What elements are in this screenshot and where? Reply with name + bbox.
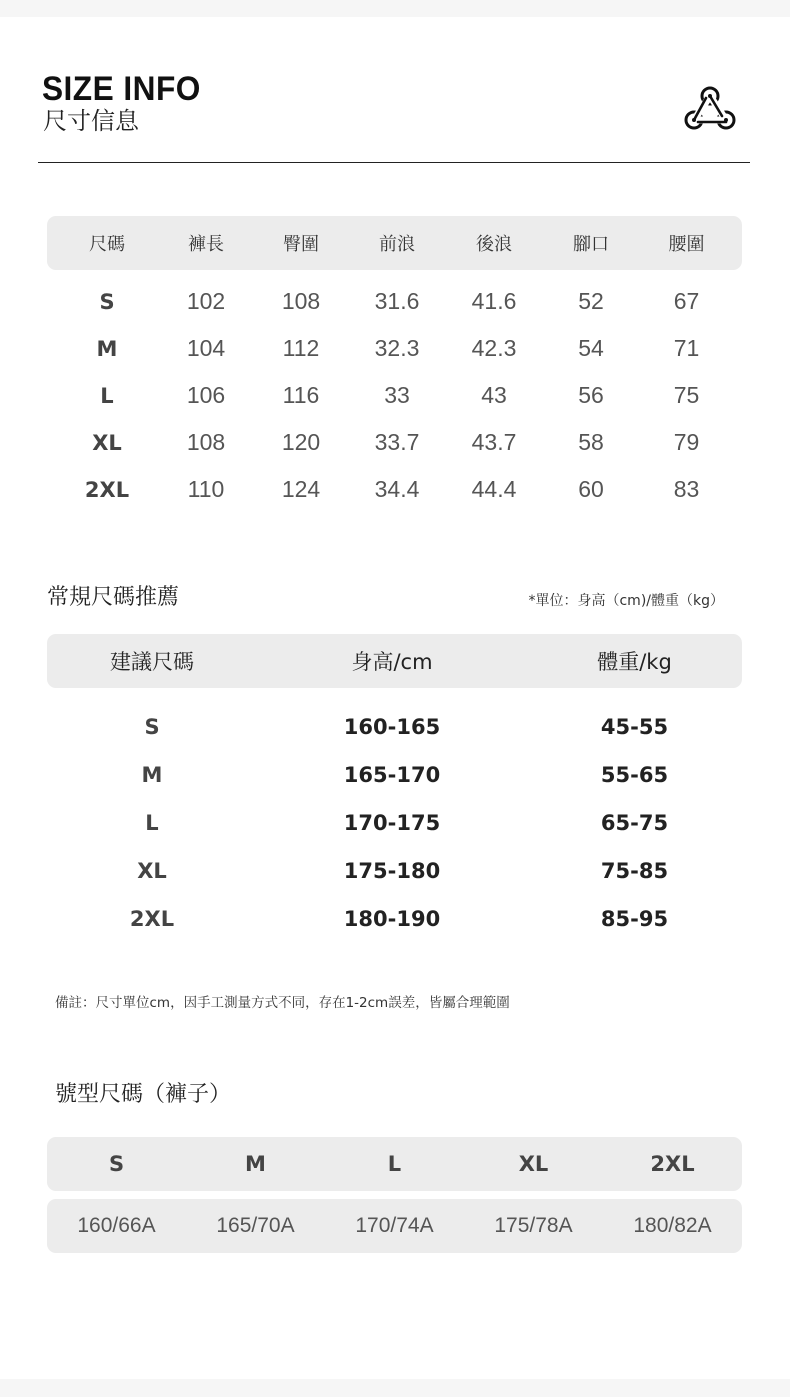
table-cell: 108 — [281, 288, 321, 314]
table-cell: 67 — [673, 288, 700, 314]
height-range: 160-165 — [343, 715, 441, 739]
table-cell: 58 — [578, 429, 604, 455]
column-header: 尺碼 — [89, 234, 125, 255]
table-cell: 112 — [282, 335, 320, 361]
size-label: S — [144, 715, 160, 739]
column-header: 體重/kg — [597, 650, 672, 674]
column-header: 後浪 — [476, 234, 512, 255]
recommendation-title: 常規尺碼推薦 — [47, 585, 180, 610]
height-range: 165-170 — [343, 763, 441, 787]
measurement-table-header — [47, 216, 742, 270]
table-cell: 110 — [187, 476, 225, 502]
size-code: 165/70A — [216, 1214, 295, 1237]
size-code-row — [47, 1199, 742, 1253]
weight-range: 55-65 — [600, 763, 669, 787]
size-label: S — [99, 289, 115, 314]
table-cell: 104 — [186, 335, 226, 361]
height-range: 175-180 — [343, 859, 441, 883]
height-range: 170-175 — [343, 811, 441, 835]
size-label: M — [96, 336, 118, 361]
page-subtitle: 尺寸信息 — [43, 107, 139, 135]
size-label: L — [100, 383, 114, 408]
weight-range: 85-95 — [600, 907, 669, 931]
size-label: XL — [92, 430, 122, 455]
column-header: 前浪 — [379, 234, 415, 255]
unit-note: *單位：身高（cm)/體重（kg） — [528, 593, 724, 609]
table-cell: 60 — [578, 476, 604, 502]
header-divider — [38, 162, 750, 163]
table-row — [47, 466, 742, 513]
table-row — [47, 847, 742, 895]
size-code: 180/82A — [633, 1214, 712, 1237]
table-row — [47, 372, 742, 419]
table-cell: 83 — [673, 476, 700, 502]
table-cell: 42.3 — [471, 335, 517, 361]
size-label: 2XL — [129, 907, 175, 931]
table-cell: 120 — [281, 429, 321, 455]
table-cell: 71 — [673, 335, 700, 361]
table-cell: 34.4 — [374, 476, 420, 502]
table-cell: 79 — [673, 429, 700, 455]
weight-range: 45-55 — [600, 715, 669, 739]
table-cell: 52 — [578, 288, 604, 314]
size-label: 2XL — [84, 477, 130, 502]
table-cell: 54 — [578, 335, 604, 361]
webhook-triangle-icon — [682, 84, 738, 134]
recommendation-table-header — [47, 634, 742, 688]
top-band — [0, 0, 790, 17]
height-range: 180-190 — [343, 907, 441, 931]
size-label: M — [141, 763, 163, 787]
size-code: 175/78A — [494, 1214, 573, 1237]
table-cell: 32.3 — [374, 335, 420, 361]
table-cell: 124 — [281, 476, 321, 502]
size-code: 170/74A — [355, 1214, 434, 1237]
size-code-header — [47, 1137, 742, 1191]
size-label: 2XL — [650, 1152, 695, 1176]
column-header: 臀圍 — [283, 234, 319, 255]
table-row — [47, 895, 742, 943]
table-cell: 116 — [282, 382, 320, 408]
table-cell: 102 — [186, 288, 226, 314]
table-row — [47, 325, 742, 372]
table-row — [47, 278, 742, 325]
table-cell: 41.6 — [471, 288, 517, 314]
table-cell: 33 — [384, 382, 410, 408]
size-label: S — [108, 1152, 125, 1176]
size-label: M — [245, 1152, 266, 1176]
table-cell: 43 — [481, 382, 507, 408]
table-row — [47, 703, 742, 751]
table-cell: 75 — [673, 382, 700, 408]
table-cell: 33.7 — [374, 429, 420, 455]
column-header: 身高/cm — [351, 650, 433, 674]
table-cell: 108 — [186, 429, 226, 455]
table-cell: 106 — [186, 382, 226, 408]
size-label: L — [387, 1152, 402, 1176]
column-header: 腳口 — [573, 234, 609, 255]
table-cell: 31.6 — [374, 288, 420, 314]
size-label: L — [145, 811, 159, 835]
table-row — [47, 751, 742, 799]
column-header: 腰圍 — [668, 234, 705, 255]
page-title: SIZE INFO — [42, 70, 201, 108]
table-cell: 56 — [578, 382, 604, 408]
column-header: 褲長 — [188, 234, 224, 255]
table-cell: 44.4 — [471, 476, 517, 502]
size-label: XL — [137, 859, 167, 883]
weight-range: 65-75 — [600, 811, 669, 835]
size-code: 160/66A — [77, 1214, 156, 1237]
weight-range: 75-85 — [600, 859, 669, 883]
table-row — [47, 419, 742, 466]
measurement-table-body — [47, 278, 742, 513]
measurement-note: 備註：尺寸單位cm，因手工測量方式不同，存在1-2cm誤差，皆屬合理範圍 — [55, 995, 510, 1011]
table-cell: 43.7 — [471, 429, 517, 455]
size-label: XL — [518, 1152, 549, 1176]
column-header: 建議尺碼 — [110, 650, 194, 674]
size-code-title: 號型尺碼（褲子） — [55, 1082, 232, 1107]
recommendation-table-body — [47, 703, 742, 943]
bottom-band — [0, 1379, 790, 1397]
table-row — [47, 799, 742, 847]
